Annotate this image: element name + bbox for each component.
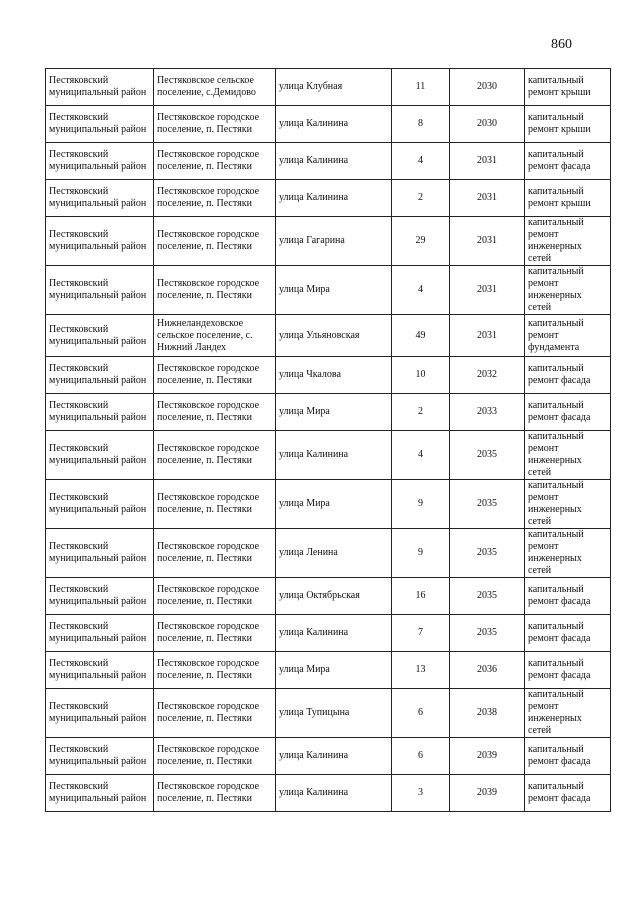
street-cell: улица Тупицына xyxy=(276,689,392,738)
works-cell: капитальный ремонт инженерных сетей xyxy=(525,480,611,529)
table-row xyxy=(46,529,611,578)
house-cell: 9 xyxy=(392,529,450,578)
settlement-cell: Пестяковское городское поселение, п. Пестяки xyxy=(154,394,276,431)
house-cell: 8 xyxy=(392,106,450,143)
district-cell: Пестяковский муниципальный район xyxy=(46,615,154,652)
works-cell: капитальный ремонт инженерных сетей xyxy=(525,217,611,266)
street-cell: улица Мира xyxy=(276,394,392,431)
street-cell: улица Ленина xyxy=(276,529,392,578)
table-row xyxy=(46,143,611,180)
settlement-cell: Пестяковское городское поселение, п. Пестяки xyxy=(154,143,276,180)
table-row xyxy=(46,615,611,652)
table-row xyxy=(46,315,611,357)
works-cell: капитальный ремонт инженерных сетей xyxy=(525,266,611,315)
settlement-cell: Пестяковское городское поселение, п. Пестяки xyxy=(154,689,276,738)
street-cell: улица Ульяновская xyxy=(276,315,392,357)
district-cell: Пестяковский муниципальный район xyxy=(46,143,154,180)
settlement-cell: Пестяковское городское поселение, п. Пестяки xyxy=(154,652,276,689)
works-cell: капитальный ремонт фасада xyxy=(525,143,611,180)
year-cell: 2035 xyxy=(450,431,525,480)
settlement-cell: Нижнеландеховское сельское поселение, с. Нижний Ландех xyxy=(154,315,276,357)
year-cell: 2030 xyxy=(450,106,525,143)
district-cell: Пестяковский муниципальный район xyxy=(46,180,154,217)
year-cell: 2032 xyxy=(450,357,525,394)
table-row xyxy=(46,738,611,775)
district-cell: Пестяковский муниципальный район xyxy=(46,431,154,480)
year-cell: 2030 xyxy=(450,69,525,106)
settlement-cell: Пестяковское городское поселение, п. Пестяки xyxy=(154,529,276,578)
year-cell: 2035 xyxy=(450,529,525,578)
year-cell: 2031 xyxy=(450,143,525,180)
year-cell: 2031 xyxy=(450,217,525,266)
works-cell: капитальный ремонт крыши xyxy=(525,180,611,217)
settlement-cell: Пестяковское городское поселение, п. Пестяки xyxy=(154,217,276,266)
house-cell: 4 xyxy=(392,431,450,480)
district-cell: Пестяковский муниципальный район xyxy=(46,480,154,529)
house-cell: 2 xyxy=(392,394,450,431)
works-cell: капитальный ремонт фасада xyxy=(525,394,611,431)
works-cell: капитальный ремонт крыши xyxy=(525,69,611,106)
house-cell: 11 xyxy=(392,69,450,106)
table-row xyxy=(46,689,611,738)
district-cell: Пестяковский муниципальный район xyxy=(46,69,154,106)
house-cell: 13 xyxy=(392,652,450,689)
street-cell: улица Калинина xyxy=(276,106,392,143)
street-cell: улица Калинина xyxy=(276,615,392,652)
street-cell: улица Клубная xyxy=(276,69,392,106)
works-cell: капитальный ремонт фасада xyxy=(525,738,611,775)
house-cell: 16 xyxy=(392,578,450,615)
year-cell: 2038 xyxy=(450,689,525,738)
district-cell: Пестяковский муниципальный район xyxy=(46,217,154,266)
works-cell: капитальный ремонт фасада xyxy=(525,357,611,394)
district-cell: Пестяковский муниципальный район xyxy=(46,775,154,812)
house-cell: 29 xyxy=(392,217,450,266)
settlement-cell: Пестяковское городское поселение, п. Пестяки xyxy=(154,266,276,315)
house-cell: 49 xyxy=(392,315,450,357)
year-cell: 2039 xyxy=(450,775,525,812)
table-row xyxy=(46,180,611,217)
works-cell: капитальный ремонт инженерных сетей xyxy=(525,431,611,480)
street-cell: улица Калинина xyxy=(276,180,392,217)
street-cell: улица Калинина xyxy=(276,431,392,480)
district-cell: Пестяковский муниципальный район xyxy=(46,652,154,689)
district-cell: Пестяковский муниципальный район xyxy=(46,315,154,357)
street-cell: улица Мира xyxy=(276,266,392,315)
table-row xyxy=(46,217,611,266)
street-cell: улица Калинина xyxy=(276,775,392,812)
house-cell: 4 xyxy=(392,266,450,315)
street-cell: улица Мира xyxy=(276,480,392,529)
house-cell: 10 xyxy=(392,357,450,394)
works-cell: капитальный ремонт инженерных сетей xyxy=(525,689,611,738)
district-cell: Пестяковский муниципальный район xyxy=(46,689,154,738)
table-row xyxy=(46,578,611,615)
settlement-cell: Пестяковское городское поселение, п. Пестяки xyxy=(154,180,276,217)
year-cell: 2031 xyxy=(450,266,525,315)
street-cell: улица Гагарина xyxy=(276,217,392,266)
house-cell: 6 xyxy=(392,738,450,775)
street-cell: улица Октябрьская xyxy=(276,578,392,615)
table-row xyxy=(46,480,611,529)
year-cell: 2035 xyxy=(450,480,525,529)
table-row xyxy=(46,652,611,689)
settlement-cell: Пестяковское городское поселение, п. Пестяки xyxy=(154,106,276,143)
works-cell: капитальный ремонт фасада xyxy=(525,652,611,689)
table-row xyxy=(46,431,611,480)
works-cell: капитальный ремонт фасада xyxy=(525,578,611,615)
settlement-cell: Пестяковское городское поселение, п. Пестяки xyxy=(154,480,276,529)
street-cell: улица Калинина xyxy=(276,143,392,180)
works-cell: капитальный ремонт фундамента xyxy=(525,315,611,357)
works-cell: капитальный ремонт фасада xyxy=(525,775,611,812)
table-row xyxy=(46,357,611,394)
housing-repair-table xyxy=(45,68,611,812)
house-cell: 9 xyxy=(392,480,450,529)
street-cell: улица Калинина xyxy=(276,738,392,775)
works-cell: капитальный ремонт инженерных сетей xyxy=(525,529,611,578)
district-cell: Пестяковский муниципальный район xyxy=(46,738,154,775)
house-cell: 6 xyxy=(392,689,450,738)
settlement-cell: Пестяковское городское поселение, п. Пестяки xyxy=(154,431,276,480)
settlement-cell: Пестяковское городское поселение, п. Пестяки xyxy=(154,615,276,652)
house-cell: 2 xyxy=(392,180,450,217)
district-cell: Пестяковский муниципальный район xyxy=(46,578,154,615)
table-row xyxy=(46,775,611,812)
table-row xyxy=(46,106,611,143)
table-row xyxy=(46,394,611,431)
works-cell: капитальный ремонт крыши xyxy=(525,106,611,143)
table-body xyxy=(46,69,611,812)
district-cell: Пестяковский муниципальный район xyxy=(46,106,154,143)
settlement-cell: Пестяковское сельское поселение, с.Демидово xyxy=(154,69,276,106)
table-row xyxy=(46,69,611,106)
year-cell: 2035 xyxy=(450,578,525,615)
district-cell: Пестяковский муниципальный район xyxy=(46,266,154,315)
district-cell: Пестяковский муниципальный район xyxy=(46,357,154,394)
year-cell: 2031 xyxy=(450,315,525,357)
works-cell: капитальный ремонт фасада xyxy=(525,615,611,652)
settlement-cell: Пестяковское городское поселение, п. Пестяки xyxy=(154,578,276,615)
street-cell: улица Мира xyxy=(276,652,392,689)
page-number: 860 xyxy=(551,37,572,52)
settlement-cell: Пестяковское городское поселение, п. Пестяки xyxy=(154,738,276,775)
house-cell: 3 xyxy=(392,775,450,812)
year-cell: 2035 xyxy=(450,615,525,652)
year-cell: 2036 xyxy=(450,652,525,689)
street-cell: улица Чкалова xyxy=(276,357,392,394)
settlement-cell: Пестяковское городское поселение, п. Пестяки xyxy=(154,775,276,812)
year-cell: 2039 xyxy=(450,738,525,775)
district-cell: Пестяковский муниципальный район xyxy=(46,394,154,431)
year-cell: 2031 xyxy=(450,180,525,217)
house-cell: 4 xyxy=(392,143,450,180)
year-cell: 2033 xyxy=(450,394,525,431)
settlement-cell: Пестяковское городское поселение, п. Пестяки xyxy=(154,357,276,394)
house-cell: 7 xyxy=(392,615,450,652)
table-row xyxy=(46,266,611,315)
district-cell: Пестяковский муниципальный район xyxy=(46,529,154,578)
